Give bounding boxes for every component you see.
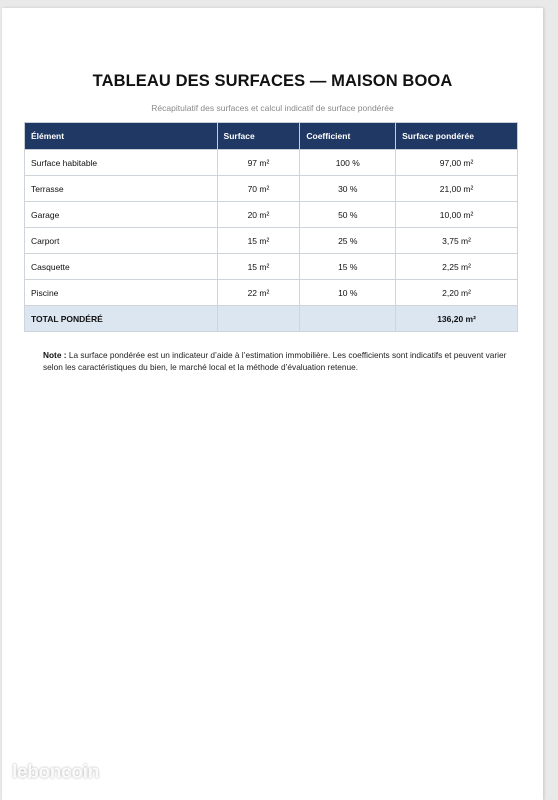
table-header-row — [25, 123, 518, 150]
total-row — [25, 306, 518, 332]
cell-element: Carport — [25, 228, 218, 254]
total-label: TOTAL PONDÉRÉ — [25, 306, 218, 332]
cell-element: Piscine — [25, 280, 218, 306]
total-coefficient-cell — [300, 306, 396, 332]
total-surface-cell — [217, 306, 300, 332]
document-title: TABLEAU DES SURFACES — MAISON BOOA — [92, 72, 453, 90]
cell-element: Casquette — [25, 254, 218, 280]
cell-surface: 20 m² — [217, 202, 300, 228]
cell-surface: 15 m² — [217, 254, 300, 280]
cell-weighted-surface: 10,00 m² — [396, 202, 518, 228]
cell-element: Terrasse — [25, 176, 218, 202]
cell-coefficient: 100 % — [300, 150, 396, 176]
table-row — [25, 254, 518, 280]
cell-element: Garage — [25, 202, 218, 228]
table-row — [25, 176, 518, 202]
note-text: La surface pondérée est un indicateur d’aide à l’estimation immobilière. Les coefficients sont indicatifs et peuvent varier selon les caractéristiques du bien, le marché local et la méthode d’évaluation retenue. — [43, 350, 507, 372]
cell-surface: 15 m² — [217, 228, 300, 254]
cell-weighted-surface: 2,25 m² — [396, 254, 518, 280]
cell-coefficient: 15 % — [300, 254, 396, 280]
cell-weighted-surface: 97,00 m² — [396, 150, 518, 176]
document-page — [2, 8, 543, 800]
column-header-coefficient: Coefficient — [300, 123, 396, 150]
cell-coefficient: 50 % — [300, 202, 396, 228]
cell-weighted-surface: 2,20 m² — [396, 280, 518, 306]
cell-surface: 22 m² — [217, 280, 300, 306]
table-row — [25, 150, 518, 176]
column-header-weighted-surface: Surface pondérée — [396, 123, 518, 150]
total-weighted-surface: 136,20 m² — [396, 306, 518, 332]
cell-coefficient: 10 % — [300, 280, 396, 306]
document-subtitle: Récapitulatif des surfaces et calcul indicatif de surface pondérée — [151, 103, 394, 113]
table-row — [25, 228, 518, 254]
table-row — [25, 202, 518, 228]
cell-coefficient: 30 % — [300, 176, 396, 202]
cell-surface: 97 m² — [217, 150, 300, 176]
column-header-element: Élément — [25, 123, 218, 150]
cell-weighted-surface: 21,00 m² — [396, 176, 518, 202]
leboncoin-watermark: leboncoin — [12, 762, 100, 783]
cell-weighted-surface: 3,75 m² — [396, 228, 518, 254]
column-header-surface: Surface — [217, 123, 300, 150]
table-row — [25, 280, 518, 306]
note-paragraph — [43, 350, 513, 373]
note-label: Note : — [43, 350, 67, 360]
cell-coefficient: 25 % — [300, 228, 396, 254]
cell-element: Surface habitable — [25, 150, 218, 176]
cell-surface: 70 m² — [217, 176, 300, 202]
surfaces-table — [24, 122, 518, 332]
